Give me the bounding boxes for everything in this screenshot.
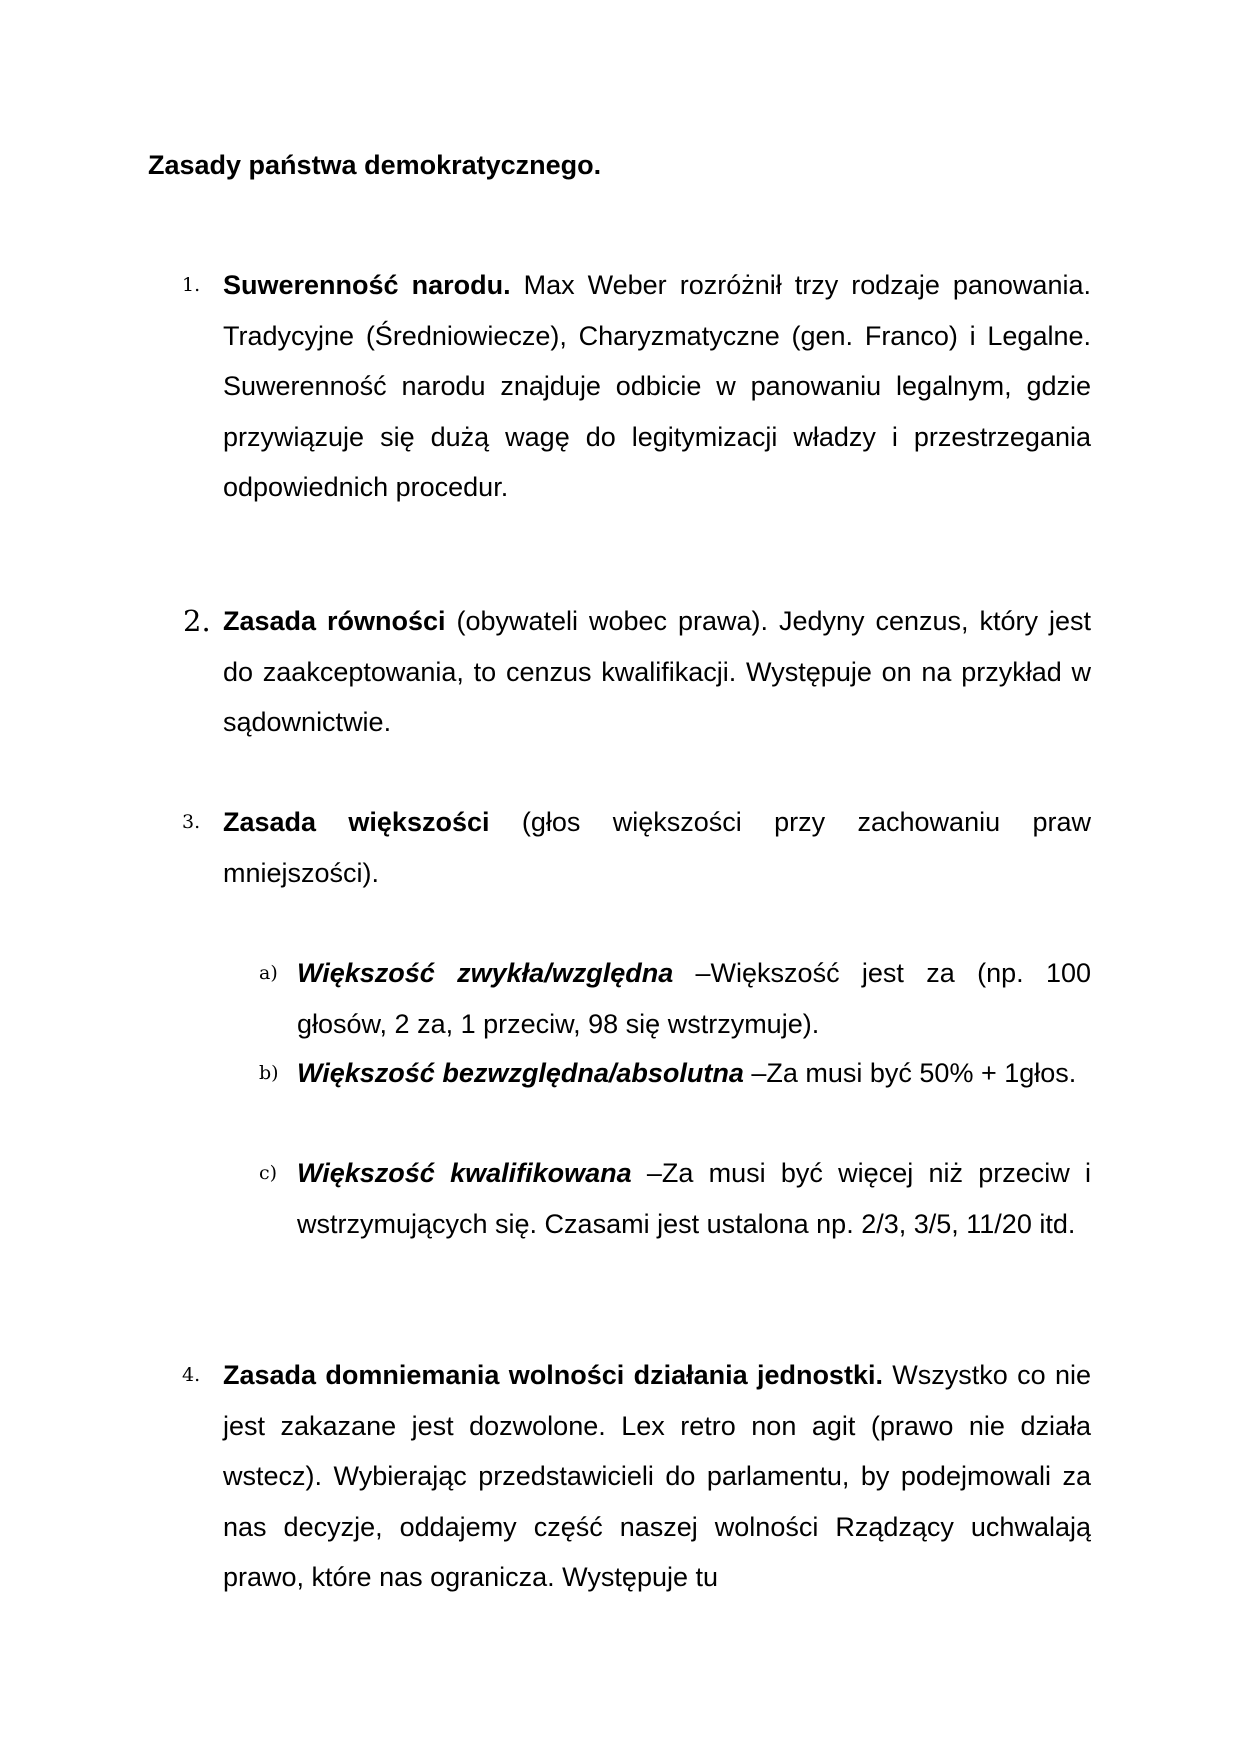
item-text: Wszystko co nie jest zakazane jest dozwolone. Lex retro non agit (prawo nie działa wstecz). Wybierając przedstawicieli do parlamentu, by podejmowali za nas decyzje, oddajemy część naszej wolności Rządzący uchwalają prawo, które nas ogranicza. Występuje tu [223, 1360, 1091, 1592]
list-number: 4. [182, 1364, 201, 1386]
item-heading: Suwerenność narodu. [223, 270, 511, 300]
item-text: Max Weber rozróżnił trzy rodzaje panowania. Tradycyjne (Średniowiecze), Charyzmatyczne (gen. Franco) i Legalne. Suwerenność narodu znajduje odbicie w panowaniu legalnym, gdzie przywiązuje się dużą wagę do legitymizacji władzy i przestrzegania odpowiednich procedur. [223, 270, 1091, 502]
list-number: 1. [182, 274, 201, 296]
list-item-freedom-presumption [182, 1350, 1091, 1603]
sub-item-letter: b) [259, 1062, 279, 1084]
item-text: (obywateli wobec prawa). Jedyny cenzus, który jest do zaakceptowania, to cenzus kwalifikacji. Występuje on na przykład w sądownictwie. [223, 606, 1091, 737]
list-number: 2. [183, 604, 211, 638]
list-item-equality [183, 596, 1091, 748]
sub-item-text: –Większość jest za (np. 100 głosów, 2 za, 1 przeciw, 98 się wstrzymuje). [297, 958, 1091, 1039]
list-number: 3. [182, 811, 201, 833]
item-heading: Zasada większości [223, 807, 490, 837]
sub-item-heading: Większość zwykła/względna [297, 958, 674, 988]
sub-item-text: –Za musi być więcej niż przeciw i wstrzymujących się. Czasami jest ustalona np. 2/3, 3/5, 11/20 itd. [297, 1158, 1091, 1239]
sub-item-qualified-majority [259, 1148, 1091, 1249]
sub-item-simple-majority [259, 948, 1091, 1049]
sub-item-letter: a) [259, 962, 278, 984]
item-heading: Zasada równości [223, 606, 446, 636]
item-heading: Zasada domniemania wolności działania jednostki. [223, 1360, 883, 1390]
list-item-sovereignty [182, 260, 1091, 513]
item-text: (głos większości przy zachowaniu praw mniejszości). [223, 807, 1091, 888]
sub-item-heading: Większość kwalifikowana [297, 1158, 632, 1188]
sub-item-letter: c) [259, 1162, 278, 1184]
list-item-majority [182, 797, 1091, 898]
document-title: Zasady państwa demokratycznego. [148, 150, 602, 180]
sub-item-text: –Za musi być 50% + 1głos. [743, 1058, 1077, 1088]
sub-item-absolute-majority [259, 1048, 1091, 1099]
sub-item-heading: Większość bezwzględna/absolutna [297, 1058, 744, 1088]
